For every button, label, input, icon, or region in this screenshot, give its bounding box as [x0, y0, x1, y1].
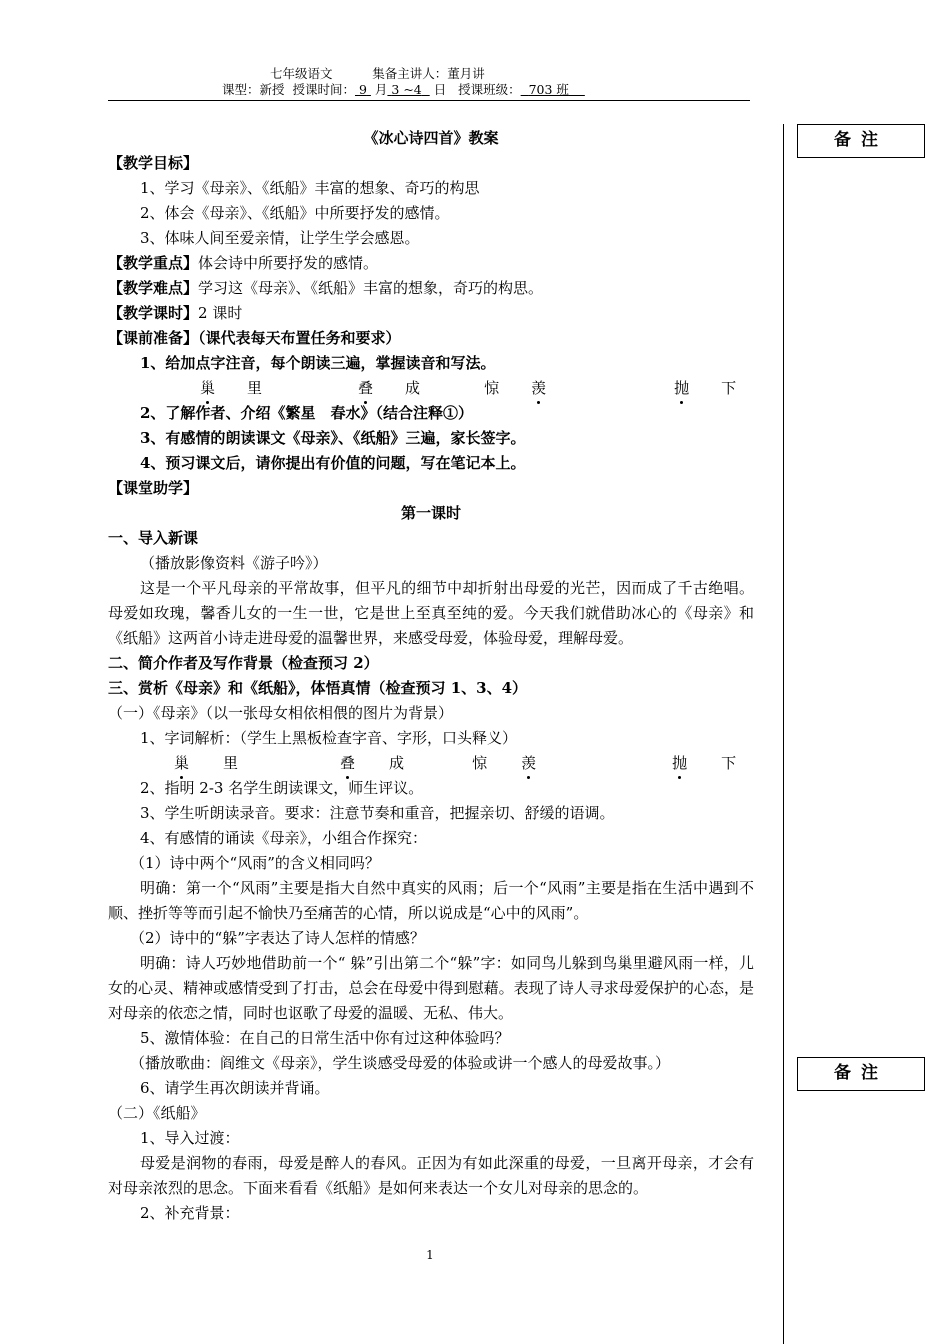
header-subject: 七年级语文 [270, 66, 333, 81]
header-line-1 [270, 66, 485, 82]
header-month: 9 [358, 82, 367, 97]
hours-text: 2 课时 [198, 304, 243, 322]
step-item: 6、请学生再次朗读并背诵。 [140, 1079, 330, 1097]
step-item: 4、有感情的诵读《母亲》，小组合作探究： [140, 829, 428, 847]
question-item: （1）诗中两个“风雨”的含义相同吗？ [130, 854, 380, 872]
goal-item: 1、学习《母亲》、《纸船》丰富的想象、奇巧的构思 [140, 179, 480, 197]
header-class-label: 授课班级： [458, 82, 521, 97]
difficulty-row [108, 276, 754, 301]
word-item: 惊 羡 [484, 376, 610, 401]
answer-paragraph: 明确：诗人巧妙地借助前一个“ 躲”引出第二个“躲”字：如同鸟儿躲到鸟巢里避风雨一样，儿女的心灵、精神或感情受到了打击，总会在母爱中得到慰藉。表现了诗人寻求母爱保护的心态，是对母亲的依恋之情，同时也讴歌了母爱的温暖、无私、伟大。 [108, 954, 754, 1022]
pinyin-word-list [108, 751, 754, 776]
notes-label-box-2: 备注 [797, 1057, 925, 1091]
prep-item: 1、给加点字注音，每个朗读三遍，掌握读音和写法。 [140, 354, 496, 372]
header-day: 3 ~4 [391, 82, 422, 97]
lesson-plan-body [108, 126, 754, 1226]
class-heading: 【课堂助学】 [108, 479, 199, 497]
subsection-heading: （二）《纸船》 [108, 1104, 206, 1122]
header-line-2 [222, 82, 585, 98]
hours-row [108, 301, 754, 326]
word-item: 叠 成 [326, 376, 452, 401]
header-day-unit: 日 [433, 82, 447, 97]
page-number: 1 [426, 1248, 434, 1262]
section-heading: 三、赏析《母亲》和《纸船》，体悟真情（检查预习 1、3、4） [108, 679, 528, 697]
subsection-heading: （一）《母亲》（以一张母女相依相偎的图片为背景） [108, 704, 454, 722]
goal-item: 2、体会《母亲》、《纸船》中所要抒发的感情。 [140, 204, 450, 222]
transition-paragraph: 母爱是润物的春雨，母爱是醉人的春风。正因为有如此深重的母爱，一旦离开母亲，才会有对母亲浓烈的思念。下面来看看《纸船》是如何来表达一个女儿对母亲的思念的。 [108, 1154, 754, 1197]
difficulty-text: 学习这《母亲》、《纸船》丰富的想象，奇巧的构思。 [198, 279, 544, 297]
section-heading: 二、简介作者及写作背景（检查预习 2） [108, 654, 379, 672]
prep-heading: 【课前准备】（课代表每天布置任务和要求） [108, 329, 401, 347]
answer-paragraph: 明确：第一个“风雨”主要是指大自然中真实的风雨；后一个“风雨”主要是指在生活中遇到不顺、挫折等等而引起不愉快乃至痛苦的心情，所以说成是“心中的风雨”。 [108, 879, 754, 922]
document-title: 《冰心诗四首》教案 [363, 129, 499, 147]
section-heading: 一、导入新课 [108, 529, 199, 547]
notes-column-divider [783, 124, 784, 1344]
word-item: 抛 下 [642, 376, 768, 401]
word-item: 叠 成 [306, 751, 438, 776]
pinyin-word-list [108, 376, 754, 401]
header-rule [108, 100, 750, 101]
header-lesson-type: 课型：新授 [222, 82, 285, 97]
word-item: 巢 里 [168, 376, 294, 401]
prep-item: 3、有感情的朗读课文《母亲》、《纸船》三遍，家长签字。 [140, 429, 526, 447]
step-item: 1、字词解析：（学生上黑板检查字音、字形，口头释义） [140, 729, 518, 747]
header-class: 703 班 [528, 82, 569, 97]
step-item: 5、激情体验：在自己的日常生活中你有过这种体验吗？ [140, 1029, 510, 1047]
prep-item: 4、预习课文后，请你提出有价值的问题，写在笔记本上。 [140, 454, 526, 472]
step-item: 2、补充背景： [140, 1204, 240, 1222]
header-lead-name: 董月讲 [447, 66, 485, 81]
word-item: 巢 里 [140, 751, 272, 776]
intro-paragraph: 这是一个平凡母亲的平常故事，但平凡的细节中却折射出母爱的光芒，因而成了千古绝唱。母爱如玫瑰，馨香儿女的一生一世，它是世上至真至纯的爱。今天我们就借助冰心的《母亲》和《纸船》这两首小诗走进母爱的温馨世界，来感受母爱，体验母爱，理解母爱。 [108, 579, 754, 647]
key-point-label: 【教学重点】 [108, 254, 199, 272]
word-item: 抛 下 [638, 751, 770, 776]
goal-item: 3、体味人间至爱亲情，让学生学会感恩。 [140, 229, 420, 247]
key-point-text: 体会诗中所要抒发的感情。 [198, 254, 379, 272]
key-point-row [108, 251, 754, 276]
hours-label: 【教学课时】 [108, 304, 199, 322]
song-note: （播放歌曲：阎维文《母亲》，学生谈感受母爱的体验或讲一个感人的母爱故事。） [130, 1054, 671, 1072]
question-item: （2）诗中的“躲”字表达了诗人怎样的情感？ [130, 929, 425, 947]
difficulty-label: 【教学难点】 [108, 279, 199, 297]
header-lead-label: 集备主讲人： [372, 66, 448, 81]
video-note: （播放影像资料《游子吟》） [140, 554, 328, 572]
prep-item: 2、了解作者、介绍《繁星 春水》（结合注释①） [140, 404, 473, 422]
step-item: 1、导入过渡： [140, 1129, 240, 1147]
step-item: 2、指明 2-3 名学生朗读课文，师生评议。 [140, 779, 424, 797]
notes-label-box-1: 备注 [797, 124, 925, 158]
goals-heading: 【教学目标】 [108, 154, 199, 172]
lesson-1-title: 第一课时 [400, 504, 461, 522]
header-time-label: 授课时间： [292, 82, 355, 97]
word-item: 惊 羡 [472, 751, 604, 776]
header-month-unit: 月 [374, 82, 388, 97]
step-item: 3、学生听朗读录音。要求：注意节奏和重音，把握亲切、舒缓的语调。 [140, 804, 615, 822]
